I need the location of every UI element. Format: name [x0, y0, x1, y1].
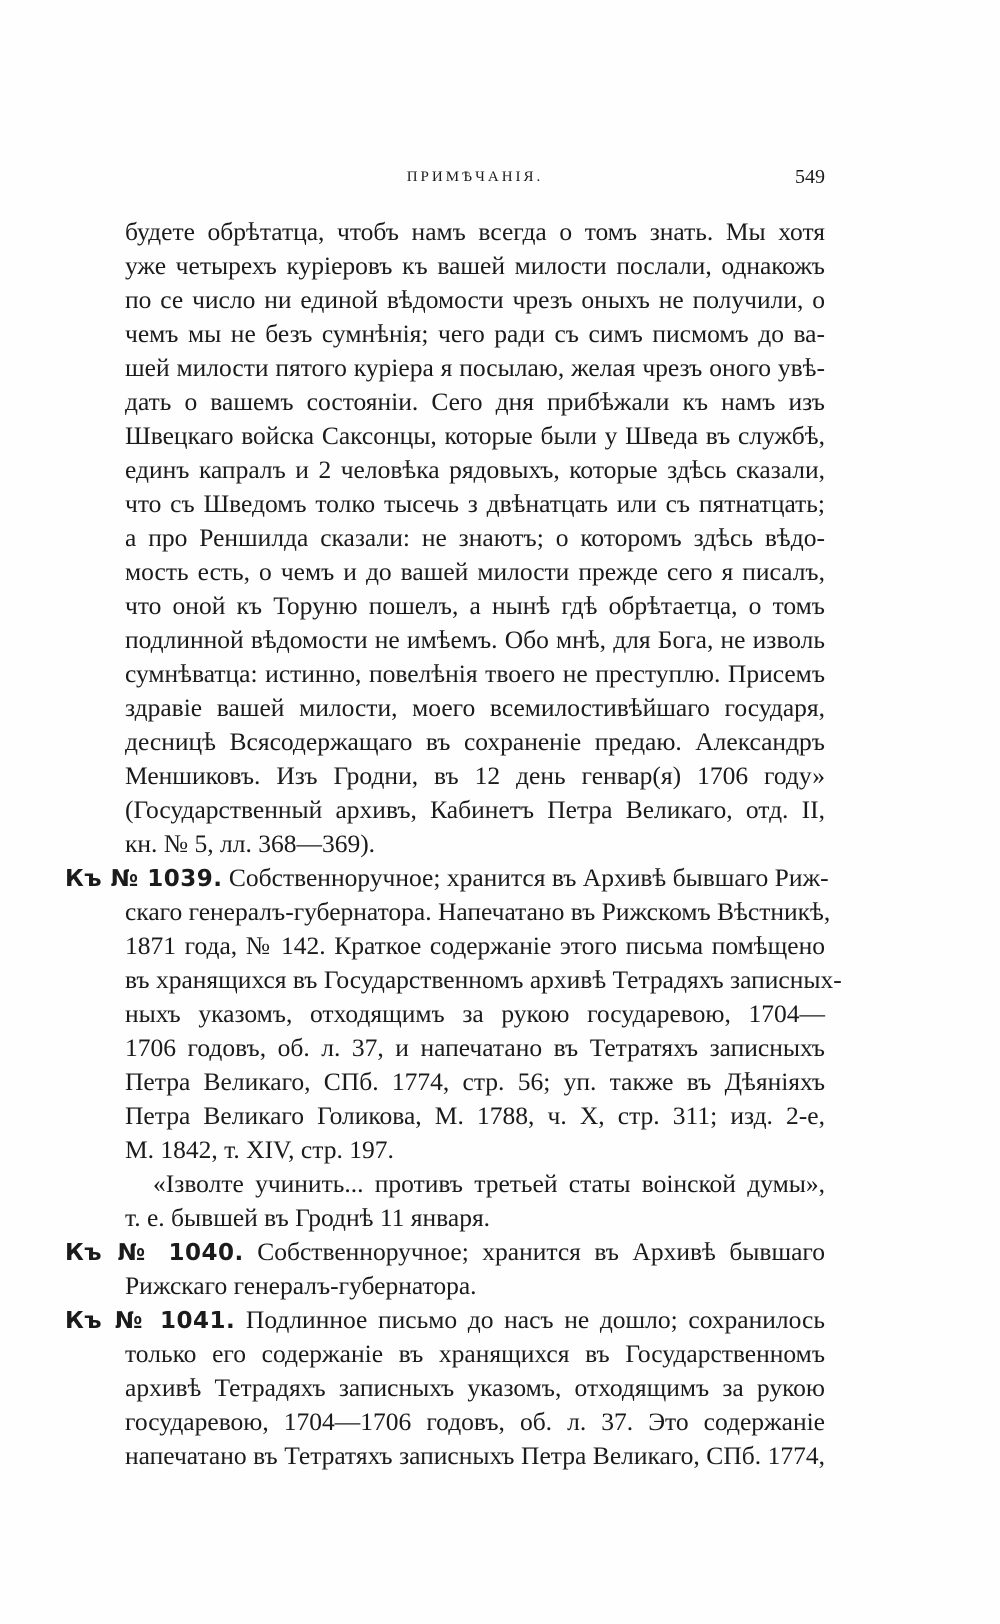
note-heading-line	[65, 1235, 825, 1269]
line-text: архивѣ Тетрадяхъ записныхъ указомъ, отходящимъ за рукою	[125, 1373, 825, 1402]
text-line	[125, 827, 825, 861]
line-text: 1706 годовъ, об. л. 37, и напечатано въ Тетратяхъ записныхъ	[125, 1033, 825, 1062]
line-text: 1871 года, № 142. Краткое содержаніе этого письма помѣщено	[125, 931, 825, 960]
line-text: Петра Великаго Голикова, М. 1788, ч. X, стр. 311; изд. 2-е,	[125, 1101, 825, 1130]
text-line	[125, 1099, 825, 1133]
text-line	[125, 521, 825, 555]
line-text: Подлинное письмо до насъ не дошло; сохранилось	[235, 1305, 825, 1334]
line-text: (Государственный архивъ, Кабинетъ Петра Великаго, отд. II,	[125, 795, 825, 824]
line-text: Собственноручное; хранится въ Архивѣ бывшаго Риж-	[222, 863, 829, 892]
line-text: здравіе вашей милости, моего всемилостивѣйшаго государя,	[125, 693, 825, 722]
note-number: Къ № 1039.	[65, 866, 223, 892]
text-line	[125, 1269, 825, 1303]
text-line	[125, 623, 825, 657]
text-line	[125, 419, 825, 453]
line-text: Собственноручное; хранится въ Архивѣ бывшаго	[243, 1237, 825, 1266]
text-line	[125, 453, 825, 487]
text-line	[125, 1065, 825, 1099]
line-text: ныхъ указомъ, отходящимъ за рукою государевою, 1704—	[125, 999, 825, 1028]
text-line	[125, 317, 825, 351]
line-text: Швецкаго войска Саксонцы, которые были у Шведа въ службѣ,	[125, 421, 825, 450]
text-line	[125, 487, 825, 521]
text-line	[125, 691, 825, 725]
line-text: дать о вашемъ состояніи. Сего дня прибѣжали къ намъ изъ	[125, 387, 825, 416]
line-text: шей милости пятого куріера я посылаю, желая чрезъ оного увѣ-	[125, 353, 825, 382]
text-line	[125, 759, 825, 793]
note-number: Къ № 1040.	[65, 1240, 244, 1266]
line-text: напечатано въ Тетратяхъ записныхъ Петра Великаго, СПб. 1774,	[125, 1441, 825, 1470]
text-line	[125, 657, 825, 691]
text-line	[125, 895, 831, 929]
line-text: что оной къ Торуню пошелъ, а нынѣ гдѣ обрѣтаетца, о томъ	[125, 591, 825, 620]
text-line	[125, 385, 825, 419]
line-text: скаго генералъ-губернатора. Напечатано въ Рижскомъ Вѣстникѣ,	[125, 897, 831, 926]
line-text: т. е. бывшей въ Гроднѣ 11 января.	[125, 1203, 491, 1232]
note-number: Къ № 1041.	[65, 1308, 236, 1334]
text-line	[125, 793, 825, 827]
text-line	[125, 1337, 825, 1371]
page-header	[125, 166, 825, 192]
running-head: ПРИМѢЧАНІЯ.	[406, 169, 544, 185]
line-text: что съ Шведомъ толко тысечь з двѣнатцать или съ пятнатцать;	[125, 489, 825, 518]
line-text: Рижскаго генералъ-губернатора.	[125, 1271, 477, 1300]
text-line	[125, 1439, 825, 1473]
line-text: кн. № 5, лл. 368—369).	[125, 829, 376, 858]
note-heading-line	[65, 861, 829, 895]
text-line	[125, 1133, 825, 1167]
text-line	[125, 1201, 825, 1235]
text-line	[125, 589, 825, 623]
line-text: Петра Великаго, СПб. 1774, стр. 56; уп. также въ Дѣяніяхъ	[125, 1067, 825, 1096]
line-text: а про Реншилда сказали: не знаютъ; о которомъ здѣсь вѣдо-	[125, 523, 825, 552]
line-text: М. 1842, т. XIV, стр. 197.	[125, 1135, 394, 1164]
page-number: 549	[795, 166, 825, 188]
note-heading-line	[65, 1303, 825, 1337]
text-line	[125, 929, 825, 963]
text-line	[125, 283, 825, 317]
text-line	[125, 997, 825, 1031]
text-line	[125, 1031, 825, 1065]
line-text: «Ізволте учинить... противъ третьей статы воінской думы»,	[153, 1169, 825, 1198]
line-text: чемъ мы не безъ сумнѣнія; чего ради съ симъ писмомъ до ва-	[125, 319, 825, 348]
text-line	[125, 1371, 825, 1405]
line-text: сумнѣватца: истинно, повелѣнія твоего не преступлю. Присемъ	[125, 659, 825, 688]
line-text: уже четырехъ куріеровъ къ вашей милости послали, однакожъ	[125, 251, 825, 280]
line-text: по се число ни единой вѣдомости чрезъ оныхъ не получили, о	[125, 285, 825, 314]
line-text: только его содержаніе въ хранящихся въ Государственномъ	[125, 1339, 825, 1368]
text-line	[125, 1405, 825, 1439]
line-text: подлинной вѣдомости не имѣемъ. Обо мнѣ, для Бога, не изволь	[125, 625, 825, 654]
notes-body	[65, 215, 842, 1473]
text-line	[125, 725, 825, 759]
line-text: единъ капралъ и 2 человѣка рядовыхъ, которые здѣсь сказали,	[125, 455, 825, 484]
text-line	[125, 351, 825, 385]
text-line	[125, 215, 825, 249]
quote-line	[125, 1167, 825, 1201]
text-line	[125, 555, 825, 589]
line-text: государевою, 1704—1706 годовъ, об. л. 37. Это содержаніе	[125, 1407, 825, 1436]
line-text: Меншиковъ. Изъ Гродни, въ 12 день генвар(я) 1706 году»	[125, 761, 825, 790]
line-text: мость есть, о чемъ и до вашей милости прежде сего я писалъ,	[125, 557, 825, 586]
line-text: будете обрѣтатца, чтобъ намъ всегда о томъ знать. Мы хотя	[125, 217, 825, 246]
text-line	[125, 963, 842, 997]
line-text: десницѣ Всясодержащаго въ сохраненіе предаю. Александръ	[125, 727, 825, 756]
text-line	[125, 249, 825, 283]
line-text: въ хранящихся въ Государственномъ архивѣ Тетрадяхъ записных-	[125, 965, 842, 994]
